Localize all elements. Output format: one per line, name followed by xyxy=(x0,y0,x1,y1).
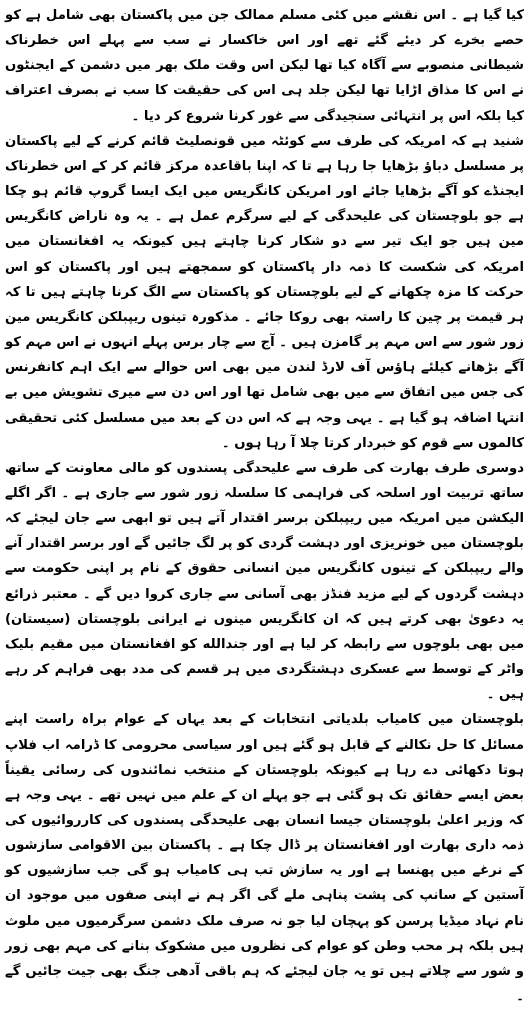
article-paragraph-2: شنید ہے کہ امریکہ کی طرف سے کوئٹہ میں قونصلیٹ قائم کرنے کے لیے پاکستان پر مسلسل دباؤ بڑھایا جا رہا ہے تا کہ اپنا باقاعدہ مرکز قائم کر کے اس خطرناک ایجنڈے کو آگے بڑھایا جائے اور امریکن کانگریس میں ایک ایسا گروپ قائم ہو چکا ہے جو بلوچستان کی علیحدگی کے لیے سرگرم عمل ہے ۔ یہ وہ ناراض کانگریس مین ہیں جو ایک تیر سے دو شکار کرنا چاہتے ہیں کیونکہ یہ افغانستان میں امریکہ کی شکست کا ذمہ دار پاکستان کو سمجھتے ہیں اور پاکستان کو اس حرکت کا مزہ چکھانے کے لیے بلوچستان کو پاکستان سے الگ کرنا چاہتے ہیں تا کہ ہر قیمت پر چین کا راستہ بھی روکا جائے ۔ مذکورہ تینوں ریپبلکن کانگریس مین زور شور سے اس مہم پر گامزن ہیں ۔ آج سے چار برس پہلے انہوں نے اس مہم کو آگے بڑھانے کیلئے ہاؤس آف لارڈ لندن میں بھی اس حوالے سے ایک اہم کانفرنس کی جس میں اتفاق سے میں بھی شامل تھا اور اس دن سے میری تشویش میں بے انتہا اضافہ ہو گیا ہے ۔ یہی وجہ ہے کہ اس دن کے بعد میں مسلسل کئی تحقیقی کالموں سے قوم کو خبردار کرتا چلا آ رہا ہوں ۔ xyxy=(5,133,524,451)
article-paragraph-3: دوسری طرف بھارت کی طرف سے علیحدگی پسندوں کو مالی معاونت کے ساتھ ساتھ تربیت اور اسلحہ کی فراہمی کا سلسلہ زور شور سے جاری ہے ۔ اگر اگلے الیکشن میں امریکہ میں ریپبلکن برسر اقتدار آتے ہیں تو ابھی سے جان لیجئے کہ بلوچستان میں خونریزی اور دہشت گردی کو پر لگ جائیں گے اور برسر اقتدار آنے والے ریپبلکن کے تینوں کانگریس مین انسانی حقوق کے نام پر اپنی حکومت سے دہشت گردوں کے لیے مزید فنڈز بھی آسانی سے جاری کروا دیں گے ۔ معتبر ذرائع یہ دعویٰ بھی کرتے ہیں کہ ان کانگریس مینوں نے ایرانی بلوچستان (سیستان) میں بھی بلوچوں سے رابطہ کر لیا ہے اور جندالله کو افغانستان میں مقیم بلیک واٹر کے توسط سے عسکری دہشتگردی میں ہر قسم کی مدد بھی فراہم کر رہے ہیں ۔ xyxy=(5,460,524,703)
urdu-column-article xyxy=(5,3,524,1005)
article-paragraph-1: کیا گیا ہے ۔ اس نقشے میں کئی مسلم ممالک جن میں پاکستان بھی شامل ہے کو حصے بخرے کر دیئے گئے تھے اور اس خاکسار نے سب سے پہلے اس خطرناک شیطانی منصوبے سے آگاہ کیا تھا لیکن اس وقت ملک بھر میں دشمن کے ایجنٹوں نے اس کا مذاق اڑایا تھا لیکن جلد ہی اس کی حقیقت کا سب نے بصرف اعتراف کیا بلکہ اس پر انتہائی سنجیدگی سے غور کرنا شروع کر دیا ۔ xyxy=(5,8,524,124)
article-paragraph-4: بلوچستان میں کامیاب بلدیاتی انتخابات کے بعد یہاں کے عوام براہ راست اپنے مسائل کا حل نکالنے کے قابل ہو گئے ہیں اور سیاسی محرومی کا ڈرامہ اب فلاپ ہوتا دکھائی دے رہا ہے کیونکہ بلوچستان کے منتخب نمائندوں کی رسائی یقیناً بعض ایسے حقائق تک ہو گئی ہے جو پہلے ان کے علم میں نہیں تھے ۔ یہی وجہ ہے کہ وزیر اعلیٰ بلوچستان جیسا انسان بھی علیحدگی پسندوں کی کارروائیوں کی ذمہ داری بھارت اور افغانستان پر ڈال چکا ہے ۔ پاکستان بین الاقوامی سازشوں کے نرغے میں پھنسا ہے اور یہ سازش تب ہی کامیاب ہو گی جب سازشیوں کو آستین کے سانپ کی پشت پناہی ملے گی اگر ہم نے اپنی صفوں میں موجود ان نام نہاد میڈیا پرسن کو پہچان لیا جو نہ صرف ملک دشمن سرگرمیوں میں ملوث ہیں بلکہ ہر محب وطن کو عوام کی نظروں میں مشکوک بنانے کی مہم بھی زور و شور سے چلاتے ہیں تو یہ جان لیجئے کہ ہم باقی آدھی جنگ بھی جیت جائیں گے ۔ xyxy=(5,712,524,1005)
